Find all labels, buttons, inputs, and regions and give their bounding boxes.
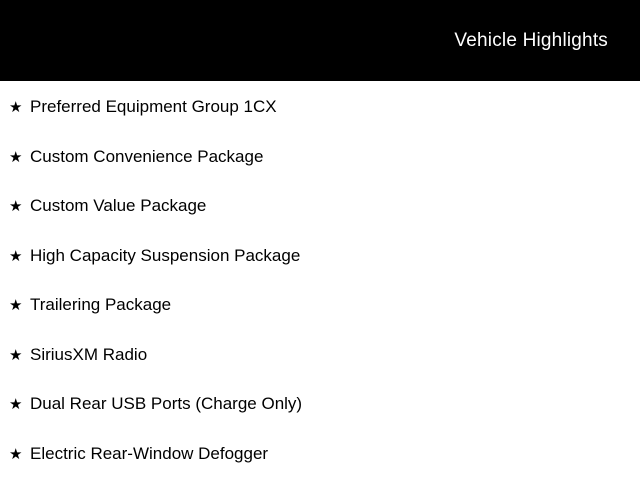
header-bar	[0, 0, 640, 81]
star-icon: ★	[9, 447, 30, 462]
list-item	[0, 445, 640, 494]
list-item-label: Preferred Equipment Group 1CX	[30, 98, 277, 115]
list-item	[0, 247, 640, 297]
list-item	[0, 296, 640, 346]
list-item	[0, 346, 640, 396]
vehicle-highlights-list	[0, 81, 640, 494]
star-icon: ★	[9, 348, 30, 363]
list-item	[0, 98, 640, 148]
list-item-label: Trailering Package	[30, 296, 171, 313]
page-title: Vehicle Highlights	[454, 31, 608, 50]
list-item-label: Custom Convenience Package	[30, 148, 263, 165]
list-item-label: Custom Value Package	[30, 197, 206, 214]
list-item-label: Electric Rear-Window Defogger	[30, 445, 268, 462]
list-item	[0, 395, 640, 445]
star-icon: ★	[9, 249, 30, 264]
star-icon: ★	[9, 199, 30, 214]
list-item-label: Dual Rear USB Ports (Charge Only)	[30, 395, 302, 412]
list-item-label: High Capacity Suspension Package	[30, 247, 300, 264]
list-item	[0, 148, 640, 198]
star-icon: ★	[9, 298, 30, 313]
star-icon: ★	[9, 100, 30, 115]
list-item-label: SiriusXM Radio	[30, 346, 147, 363]
star-icon: ★	[9, 397, 30, 412]
star-icon: ★	[9, 150, 30, 165]
list-item	[0, 197, 640, 247]
